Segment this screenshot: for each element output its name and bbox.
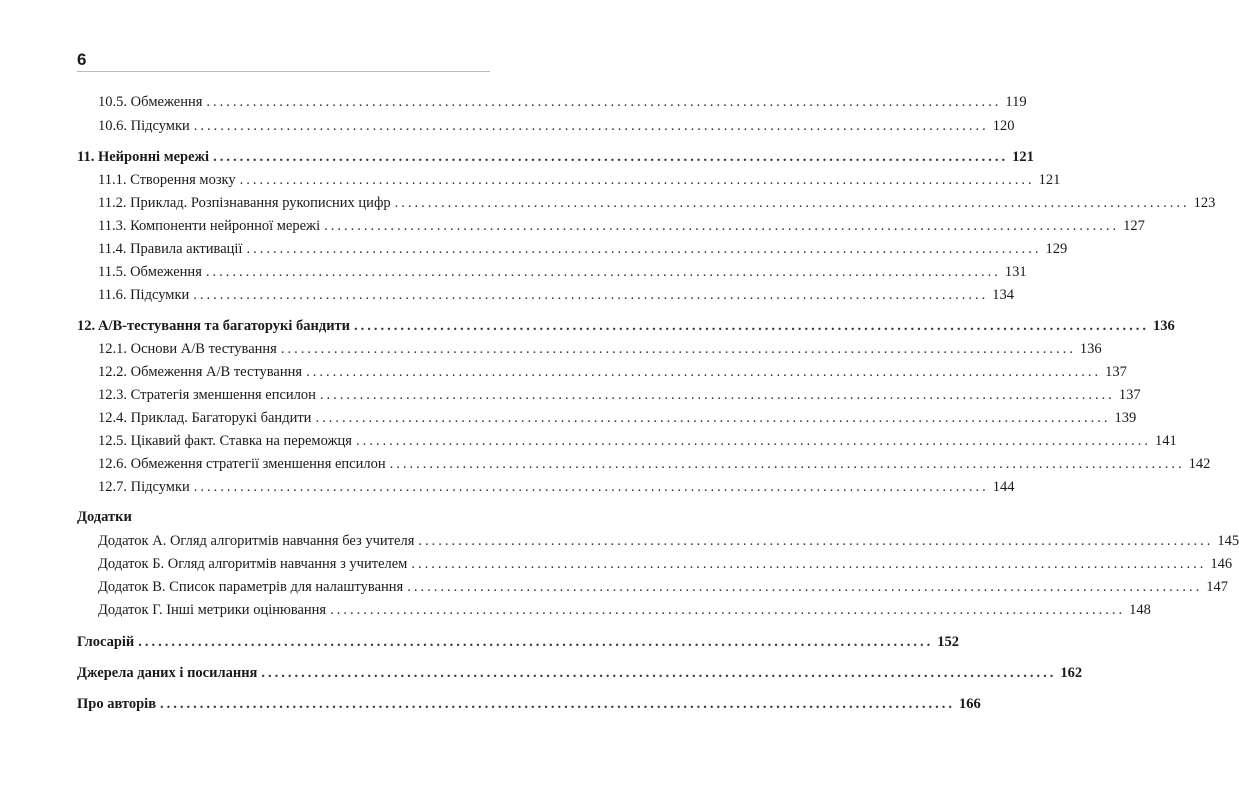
toc-entry-page: 144 <box>992 479 1015 495</box>
toc-dots: ........................................................................................................................ <box>193 118 989 134</box>
toc-entry[interactable] <box>98 575 1228 599</box>
toc-entry[interactable] <box>98 90 1027 114</box>
toc-entry-title: 11. Нейронні мережі <box>77 149 210 165</box>
toc-entry-title: 11.3. Компоненти нейронної мережі <box>98 218 321 234</box>
toc-entry-page: 121 <box>1012 149 1034 165</box>
toc-entry-title: Додаток А. Огляд алгоритмів навчання без учителя <box>98 533 415 549</box>
toc-dots: ........................................................................................................................ <box>330 602 1126 618</box>
toc-entry[interactable] <box>98 168 1061 192</box>
toc-entry-page: 147 <box>1206 579 1228 595</box>
toc-entry-title: 11.5. Обмеження <box>98 264 202 280</box>
toc-entry[interactable] <box>98 552 1233 576</box>
toc-dots: ........................................................................................................................ <box>280 341 1076 357</box>
toc-dots: ........................................................................................................................ <box>418 533 1214 549</box>
appendix-heading: Додатки <box>77 509 132 525</box>
toc-entry-title: 12.3. Стратегія зменшення епсилон <box>98 387 316 403</box>
toc-entry-title: Додаток Б. Огляд алгоритмів навчання з учителем <box>98 556 408 572</box>
toc-entry-page: 137 <box>1105 364 1127 380</box>
toc-dots: ........................................................................................................................ <box>394 195 1190 211</box>
toc-entry-title: 12. A/B-тестування та багаторукі бандити <box>77 318 351 334</box>
toc-entry[interactable] <box>98 406 1137 430</box>
toc-entry-page: 141 <box>1154 433 1177 449</box>
toc-entry-page: 121 <box>1038 172 1061 188</box>
toc-dots: ........................................................................................................................ <box>193 287 989 303</box>
toc-dots: ........................................................................................................................ <box>213 149 1009 165</box>
toc-entry-title: 12.6. Обмеження стратегії зменшення епсилон <box>98 456 386 472</box>
toc-dots: ........................................................................................................................ <box>407 579 1203 595</box>
toc-entry-page: 120 <box>992 118 1015 134</box>
toc-entry-page: 148 <box>1129 602 1151 618</box>
toc-entry-page: 137 <box>1118 387 1141 403</box>
toc-entry-page: 146 <box>1210 556 1233 572</box>
toc-entry[interactable] <box>98 283 1014 307</box>
toc-entry-title: 11.2. Приклад. Розпізнавання рукописних цифр <box>98 195 391 211</box>
toc-entry-page: 123 <box>1193 195 1216 211</box>
toc-chapter[interactable] <box>77 145 1034 169</box>
toc-chapter[interactable] <box>77 314 1175 338</box>
toc-dots: ........................................................................................................................ <box>324 218 1120 234</box>
toc-dots: ........................................................................................................................ <box>319 387 1115 403</box>
toc-entry-page: 136 <box>1153 318 1175 334</box>
toc-entry-title: 12.7. Підсумки <box>98 479 190 495</box>
toc-entry-title: Джерела даних і посилання <box>77 665 258 681</box>
toc-dots: ........................................................................................................................ <box>261 665 1057 681</box>
toc-entry[interactable] <box>98 337 1102 361</box>
toc-entry-page: 142 <box>1188 456 1211 472</box>
toc-dots: ........................................................................................................................ <box>138 634 934 650</box>
toc-entry-title: 12.1. Основи A/B тестування <box>98 341 277 357</box>
header-rule <box>77 71 490 72</box>
toc-entry-page: 131 <box>1004 264 1027 280</box>
toc-dots: ........................................................................................................................ <box>306 364 1102 380</box>
toc-chapter[interactable] <box>77 630 960 654</box>
toc-entry-title: 11.1. Створення мозку <box>98 172 236 188</box>
toc-entry-title: 12.4. Приклад. Багаторукі бандити <box>98 410 312 426</box>
toc-chapter[interactable] <box>77 692 981 716</box>
toc-entry[interactable] <box>98 529 1239 553</box>
toc-dots: ........................................................................................................................ <box>411 556 1207 572</box>
toc-entry-page: 134 <box>992 287 1014 303</box>
toc-entry[interactable] <box>98 260 1027 284</box>
toc-entry-title: 11.4. Правила активації <box>98 241 243 257</box>
toc-chapter[interactable] <box>77 661 1083 685</box>
page-number: 6 <box>77 50 87 69</box>
toc-entry[interactable] <box>98 383 1141 407</box>
toc-entry-title: 12.5. Цікавий факт. Ставка на переможця <box>98 433 352 449</box>
toc-dots: ........................................................................................................................ <box>355 433 1151 449</box>
toc-entry[interactable] <box>98 237 1068 261</box>
toc-entry-page: 166 <box>959 696 981 712</box>
toc-entry-page: 119 <box>1005 94 1027 110</box>
toc-entry[interactable] <box>98 475 1015 499</box>
toc-entry-title: Додаток Г. Інші метрики оцінювання <box>98 602 327 618</box>
toc-entry-page: 127 <box>1123 218 1145 234</box>
toc-entry[interactable] <box>98 114 1015 138</box>
toc-entry-title: Про авторів <box>77 696 157 712</box>
toc-entry[interactable] <box>98 429 1177 453</box>
toc-entry-page: 139 <box>1114 410 1137 426</box>
toc-entry-page: 162 <box>1060 665 1083 681</box>
toc-dots: ........................................................................................................................ <box>206 94 1002 110</box>
toc-entry-page: 129 <box>1045 241 1068 257</box>
toc-entry-title: 10.5. Обмеження <box>98 94 203 110</box>
toc-dots: ........................................................................................................................ <box>315 410 1111 426</box>
toc-entry-title: Додаток В. Список параметрів для налаштування <box>98 579 404 595</box>
toc-entry-title: Глосарій <box>77 634 135 650</box>
toc-entry[interactable] <box>98 360 1127 384</box>
toc-dots: ........................................................................................................................ <box>205 264 1001 280</box>
toc-entry[interactable] <box>98 214 1145 238</box>
toc-entry-page: 145 <box>1217 533 1239 549</box>
toc-entry[interactable] <box>98 452 1211 476</box>
toc-entry-title: 10.6. Підсумки <box>98 118 190 134</box>
toc-dots: ........................................................................................................................ <box>389 456 1185 472</box>
toc-dots: ........................................................................................................................ <box>239 172 1035 188</box>
toc-entry-page: 152 <box>937 634 960 650</box>
toc-dots: ........................................................................................................................ <box>193 479 989 495</box>
toc-entry-title: 12.2. Обмеження A/B тестування <box>98 364 303 380</box>
toc-dots: ........................................................................................................................ <box>246 241 1042 257</box>
toc-entry[interactable] <box>98 598 1151 622</box>
toc-entry[interactable] <box>98 191 1216 215</box>
toc-entry-page: 136 <box>1079 341 1102 357</box>
toc-dots: ........................................................................................................................ <box>354 318 1150 334</box>
toc-dots: ........................................................................................................................ <box>160 696 956 712</box>
toc-entry-title: 11.6. Підсумки <box>98 287 190 303</box>
